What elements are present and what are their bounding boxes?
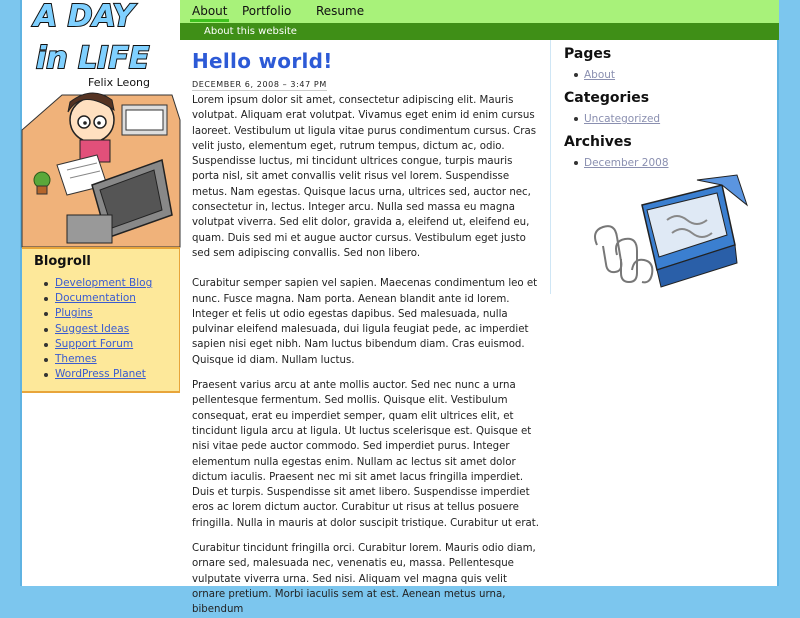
blogroll-link-themes[interactable]: Themes xyxy=(55,353,97,366)
list-item xyxy=(44,306,179,321)
blogroll-panel xyxy=(22,247,180,393)
list-item xyxy=(574,112,779,126)
top-nav xyxy=(180,0,779,23)
pages-heading: Pages xyxy=(564,46,612,62)
archives-heading: Archives xyxy=(564,134,632,150)
list-item xyxy=(44,291,179,306)
archive-link-december-2008[interactable]: December 2008 xyxy=(584,157,669,169)
header-illustration[interactable] xyxy=(22,0,180,247)
sub-nav xyxy=(180,23,779,40)
paperclip-box-illustration xyxy=(587,175,747,293)
pages-link-about[interactable]: About xyxy=(584,69,616,81)
blogroll-link-documentation[interactable]: Documentation xyxy=(55,292,136,305)
list-item xyxy=(574,68,779,82)
post-paragraph: Lorem ipsum dolor sit amet, consectetur adipiscing elit. Mauris volutpat. Aliquam erat volutpat. Vivamus eget enim id enim cursus laoreet. Vestibulum ut ligula vitae purus condimentum cursus. Cras velit justo, elementum eget, rutrum tempus, dictum ac, odio. Suspendisse luctus, mi tincidunt ultrices congue, turpis mauris porta nisl, sit amet convallis velit risus vel lorem. Suspendisse metus. Nam egestas. Quisque lacus urna, ultrices sed, auctor nec, consectetur in, lectus. Integer arcu. Nulla sed massa eu magna volutpat viverra. Sed elit dolor, gravida a, eleifend ut, eleifend eu, quam. Duis sed mi et augue auctor cursus. Vestibulum eget justo sed sem adipiscing convallis. Sed non libero. xyxy=(192,95,537,259)
blogroll-link-development-blog[interactable]: Development Blog xyxy=(55,277,153,289)
blogroll-link-wordpress-planet[interactable]: WordPress Planet xyxy=(55,368,146,381)
blogroll-link-plugins[interactable]: Plugins xyxy=(55,307,93,320)
list-item xyxy=(44,322,179,337)
pages-list xyxy=(564,68,779,82)
nav-item-resume[interactable]: Resume xyxy=(316,4,365,18)
main-content xyxy=(192,50,542,618)
left-column xyxy=(22,0,180,586)
archives-list xyxy=(564,156,779,170)
list-item xyxy=(574,156,779,170)
list-item xyxy=(44,367,179,382)
page-wrapper xyxy=(20,0,779,616)
blogroll-list xyxy=(34,276,179,382)
list-item xyxy=(44,276,179,291)
categories-heading: Categories xyxy=(564,90,650,106)
post-paragraph: Praesent varius arcu at ante mollis auctor. Sed nec nunc a urna pellentesque fermentum. Sed mollis. Quisque elit. Vestibulum consequat, erat eu imperdiet semper, quam elit ultrices elit, et tincidunt ligula arcu at ligula. Ut luctus scelerisque est. Quisque et nisi vitae pede auctor commodo. Sed imperdiet purus. Integer elementum nulla egestas enim. Nullam ac lectus sit amet dolor dictum iaculis. Praesent nec mi sit amet lacus fringilla imperdiet. Duis et turpis. Suspendisse sit amet libero. Suspendisse imperdiet eros ac lorem dictum auctor. Curabitur ut risus at tellus posuere fringilla. Nulla in mauris at dolor suscipit tristique. Curabitur ut erat. xyxy=(192,380,539,529)
logo-line2: in LIFE xyxy=(36,41,150,76)
categories-list xyxy=(564,112,779,126)
nav-item-about[interactable]: About xyxy=(192,4,228,18)
blogroll-link-suggest-ideas[interactable]: Suggest Ideas xyxy=(55,322,130,335)
logo-line1: A DAY xyxy=(34,0,135,34)
site-logo xyxy=(22,0,180,247)
nav-item-portfolio[interactable]: Portfolio xyxy=(242,4,292,18)
right-sidebar xyxy=(550,40,779,294)
author-name: Felix Leong xyxy=(88,76,150,89)
list-item xyxy=(44,337,179,352)
post-paragraph: Curabitur tincidunt fringilla orci. Curabitur lorem. Mauris odio diam, ornare sed, malesuada nec, venenatis eu, massa. Pellentesque vulputate viverra urna. Sed nisi. Aliquam vel magna quis velit ornare pretium. Morbi iaculis sem at est. Aenean metus urna, bibendum xyxy=(192,543,536,616)
post-date: DECEMBER 6, 2008 – 3:47 PM xyxy=(192,80,327,89)
category-link-uncategorized[interactable]: Uncategorized xyxy=(584,113,661,125)
post-paragraph: Curabitur semper sapien vel sapien. Maecenas condimentum leo et nunc. Fusce magna. Nam porta. Aenean blandit ante id lorem. Integer et felis ut odio egestas dapibus. Sed malesuada, nulla pulvinar eleifend malesuada, dui ligula feugiat pede, ac imperdiet sapien nisi eget nibh. Nam luctus bibendum diam. Cras euismod. Quisque id diam. Nullam luctus. xyxy=(192,278,538,366)
list-item xyxy=(44,352,179,367)
blogroll-link-support-forum[interactable]: Support Forum xyxy=(55,337,134,350)
post-title[interactable]: Hello world! xyxy=(192,49,333,73)
blogroll-title: Blogroll xyxy=(34,254,91,269)
subnav-item-about-this-website[interactable]: About this website xyxy=(204,26,297,37)
